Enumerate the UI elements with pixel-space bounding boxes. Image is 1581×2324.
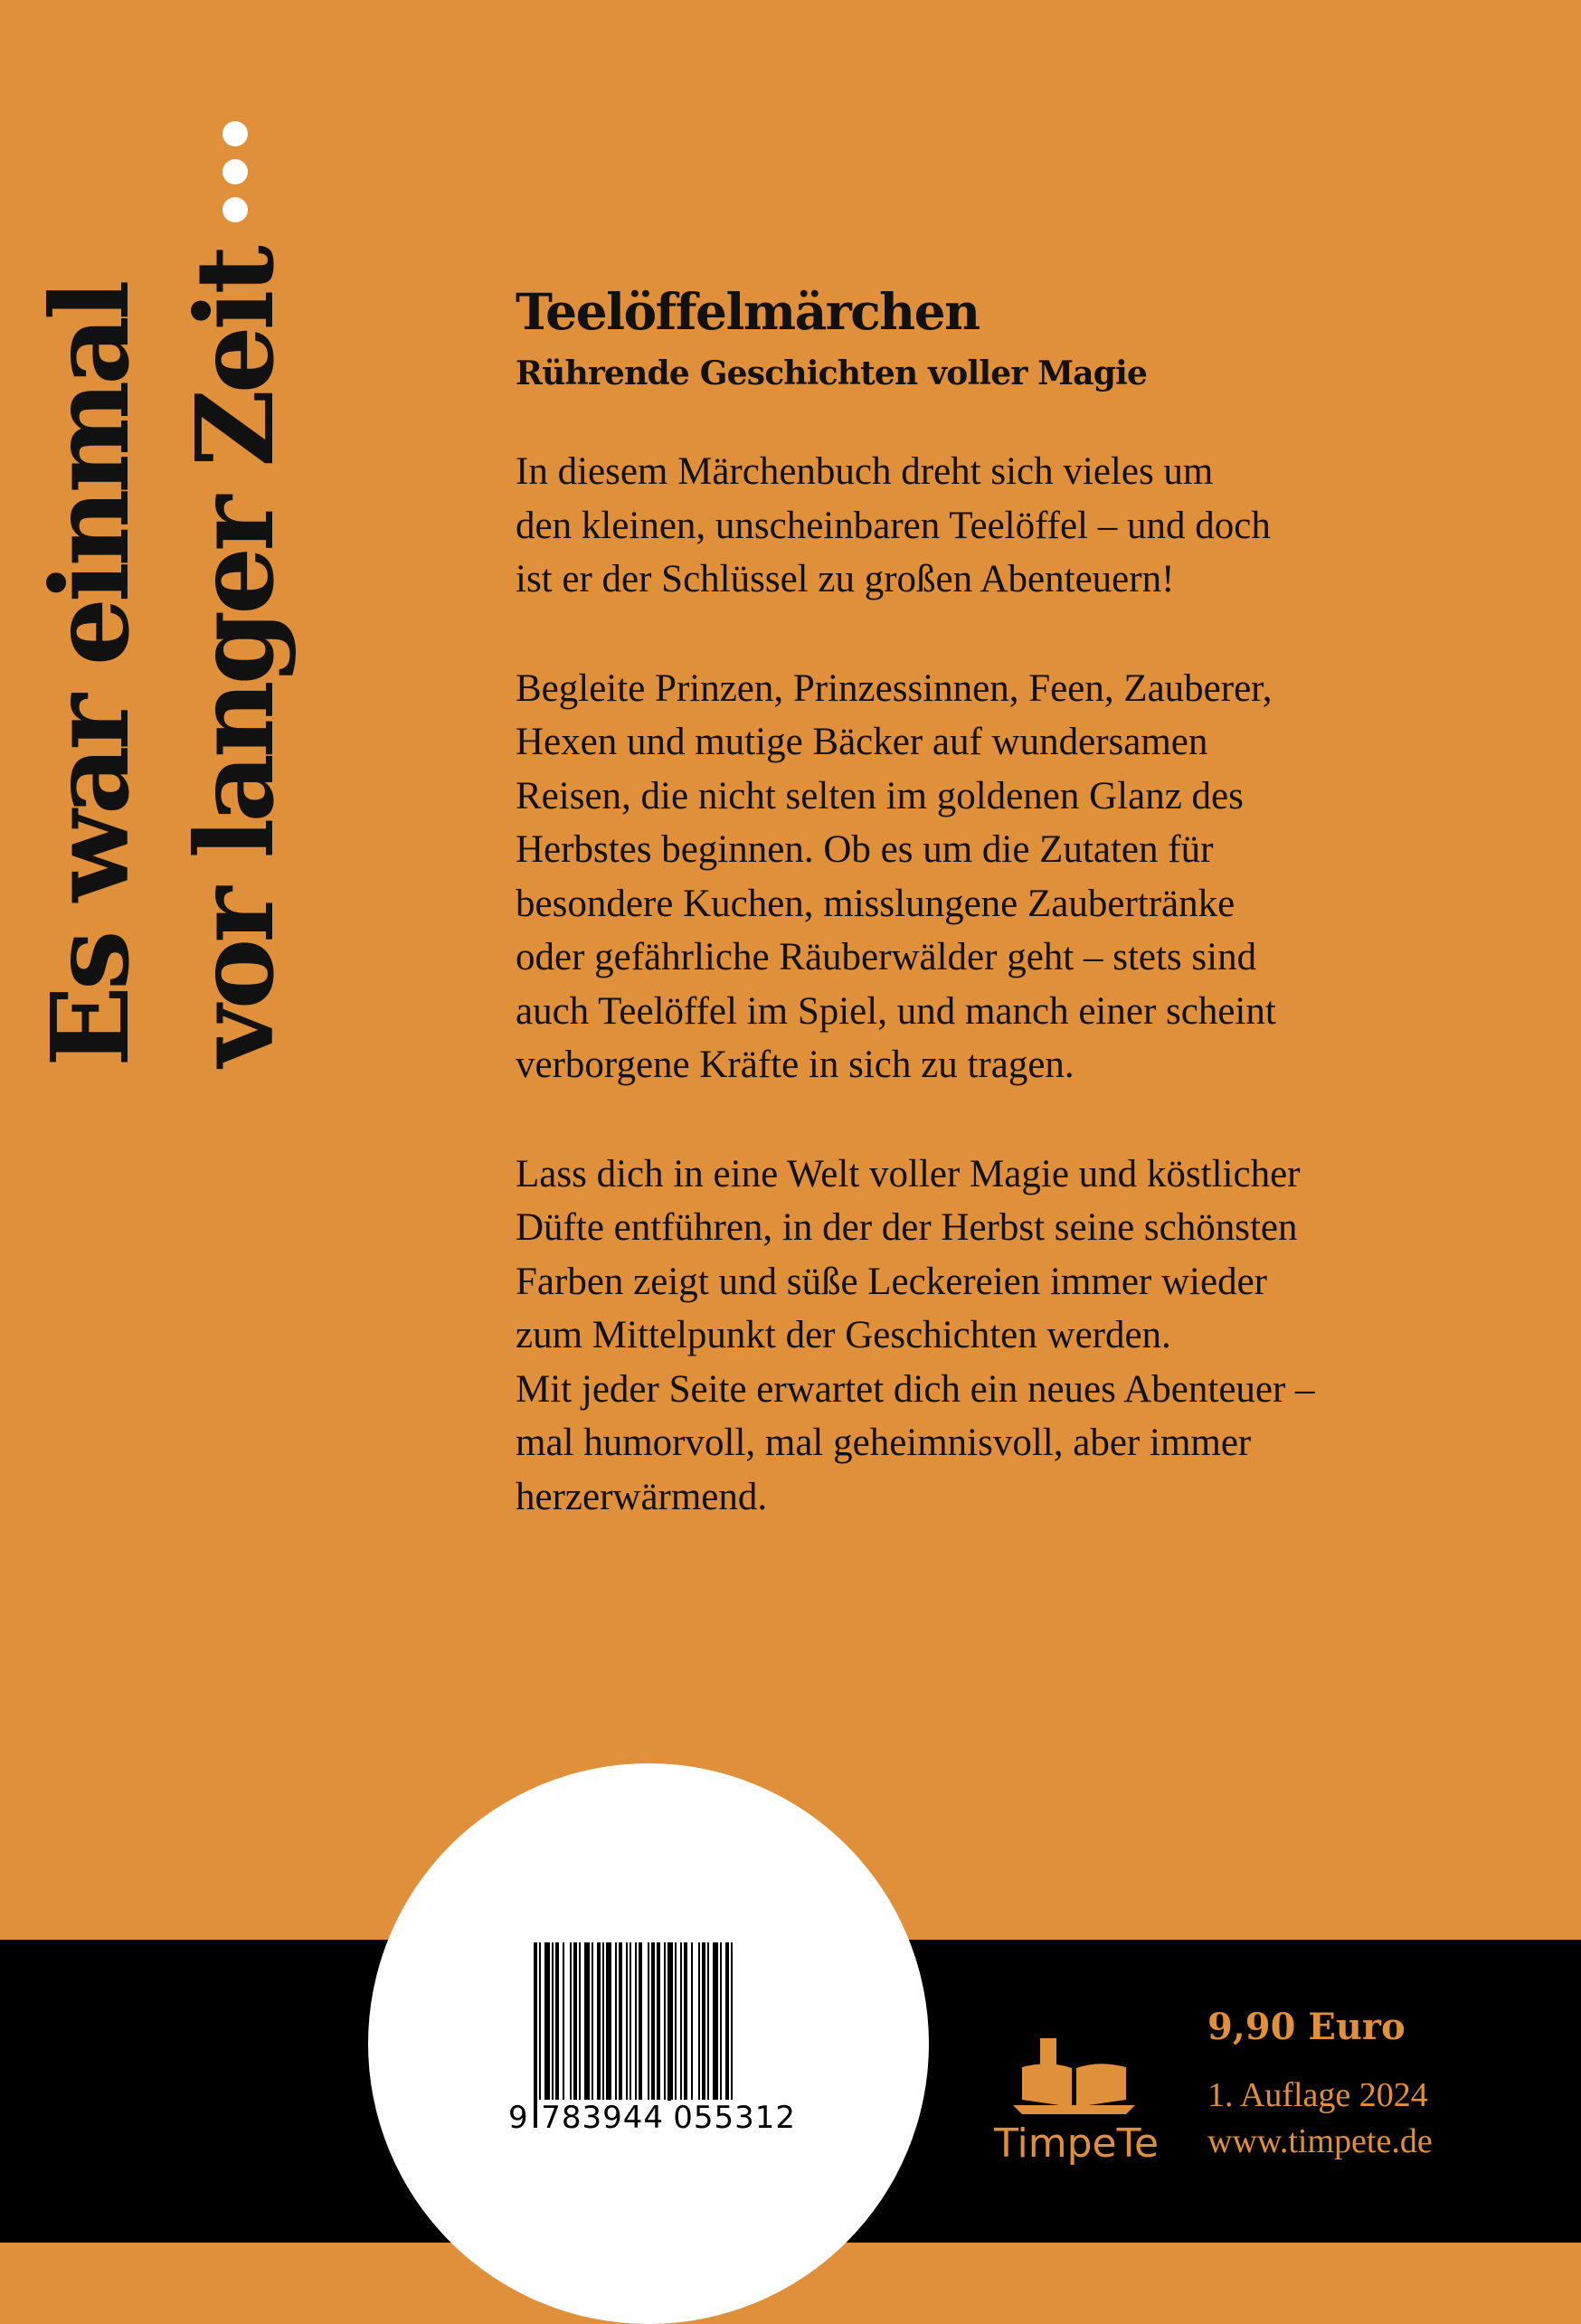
book-title: Teelöffelmärchen [516, 282, 980, 341]
edition: 1. Auflage 2024 [1207, 2076, 1428, 2114]
blurb-paragraph-1: In diesem Märchenbuch dreht sich vieles um den kleinen, unscheinbaren Teelöffel – und doch ist er der Schlüssel zu großen Abenteuern! [516, 450, 1271, 600]
barcode-digit-group-1: 783944 [541, 2100, 664, 2136]
ellipsis-dots-icon [222, 121, 248, 222]
blurb-paragraph-3: Lass dich in eine Welt voller Magie und köstlicher Düfte entführen, in der der Herbst seine schönsten Farben zeigt und süße Leckereien immer wieder zum Mittelpunkt der Geschichten werden. Mit jeder Seite erwartet dich ein neues Abenteuer – mal humorvoll, mal geheimnisvoll, aber immer herzerwärmend. [516, 1152, 1315, 1518]
spine-title-line1: Es war einmal [27, 284, 153, 1067]
website-link[interactable]: www.timpete.de [1207, 2122, 1433, 2160]
publisher-name: TimpeTe [993, 2121, 1160, 2167]
barcode-digit-group-2: 055312 [673, 2100, 796, 2136]
barcode-digits [508, 2096, 798, 2140]
spine-title-line2-row [163, 109, 308, 1067]
blurb-paragraph-2: Begleite Prinzen, Prinzessinnen, Feen, Zauberer, Hexen und mutige Bäcker auf wundersamen Reisen, die nicht selten im goldenen Glanz des Herbstes beginnen. Ob es um die Zutaten für besondere Kuchen, misslungene Zaubertränke oder gefährliche Räuberwälder geht – stets sind auch Teelöffel im Spiel, und manch einer scheint verborgene Kräfte in sich zu tragen. [516, 666, 1276, 1086]
barcode-digit-first: 9 [508, 2100, 534, 2136]
spine-title-line2: vor langer Zeit [172, 250, 298, 1067]
price: 9,90 Euro [1207, 2006, 1406, 2048]
book-house-logo-icon [1013, 2036, 1135, 2118]
book-subtitle: Rührende Geschichten voller Magie [516, 354, 1148, 392]
back-cover-content [516, 280, 1510, 1524]
spine-title [18, 109, 398, 1067]
